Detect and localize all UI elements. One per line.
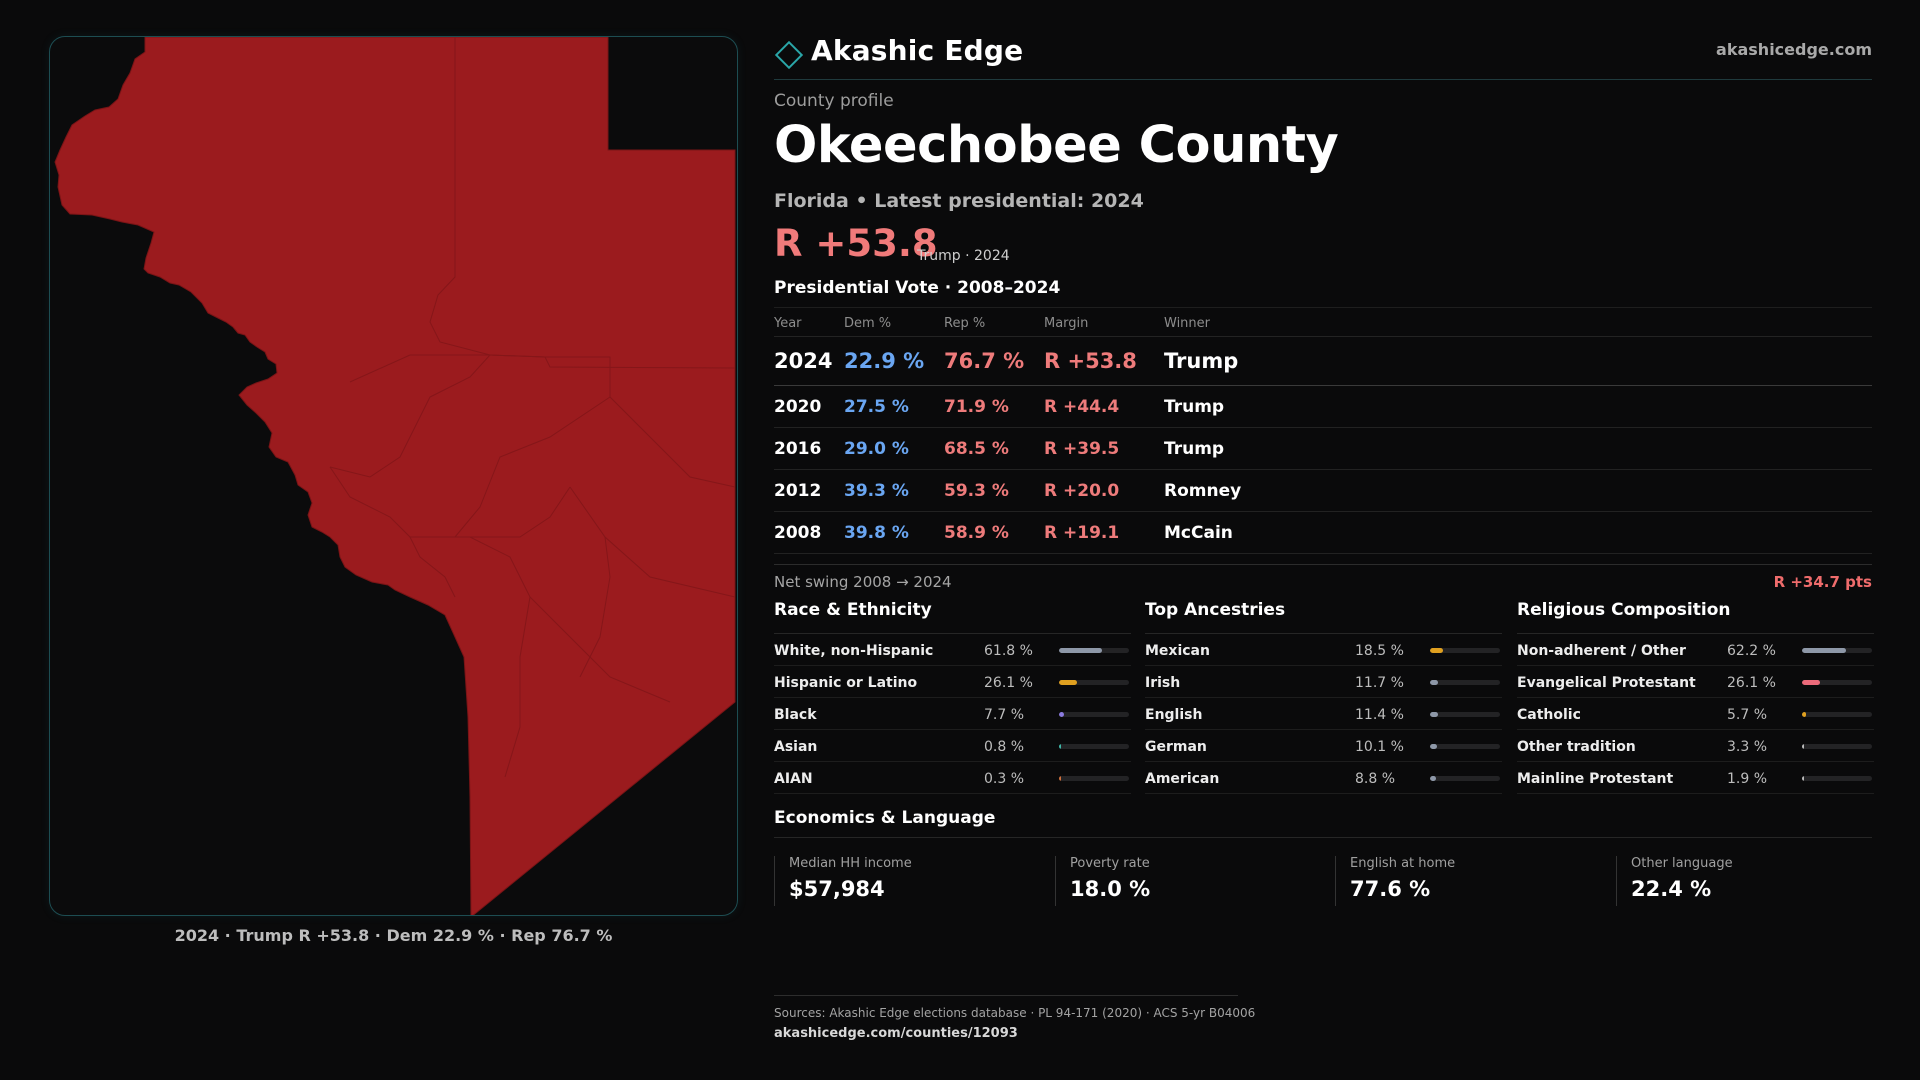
page-title: Okeechobee County	[774, 116, 1339, 175]
econ-value: 22.4 %	[1631, 877, 1712, 901]
page-kicker: County profile	[774, 91, 894, 111]
cell-dem: 27.5 %	[844, 397, 909, 417]
table-row	[774, 512, 1872, 554]
cell-margin: R +39.5	[1044, 439, 1120, 459]
table-row	[774, 386, 1872, 428]
diamond-logo-icon	[774, 40, 804, 70]
cell-rep: 76.7 %	[944, 349, 1025, 373]
brand-header	[774, 30, 1872, 80]
econ-card-poverty	[1055, 856, 1315, 906]
stat-value: 0.3 %	[984, 771, 1025, 787]
stat-name: Asian	[774, 739, 818, 755]
stat-bar	[1059, 648, 1129, 653]
cell-year: 2024	[774, 349, 833, 373]
stat-bar	[1430, 744, 1500, 749]
stat-bar	[1802, 648, 1872, 653]
stat-bar	[1430, 712, 1500, 717]
stat-bar	[1802, 744, 1872, 749]
econ-value: 18.0 %	[1070, 877, 1151, 901]
stat-bar-fill	[1059, 776, 1061, 781]
stat-name: English	[1145, 707, 1203, 723]
headline-winner: Trump · 2024	[917, 248, 1010, 264]
cell-margin: R +53.8	[1044, 349, 1137, 373]
cell-winner: Romney	[1164, 481, 1242, 501]
col-header-winner: Winner	[1164, 316, 1211, 331]
county-map-svg	[50, 37, 738, 916]
stat-bar	[1059, 712, 1129, 717]
cell-year: 2008	[774, 523, 822, 543]
stat-bar-fill	[1430, 744, 1437, 749]
stat-name: White, non-Hispanic	[774, 643, 934, 659]
stat-name: AIAN	[774, 771, 813, 787]
stat-bar	[1802, 776, 1872, 781]
col-header-dem: Dem %	[844, 316, 892, 331]
religion-title: Religious Composition	[1517, 600, 1874, 634]
list-item	[1145, 762, 1502, 794]
stat-bar-fill	[1430, 648, 1443, 653]
cell-year: 2020	[774, 397, 822, 417]
stat-name: Other tradition	[1517, 739, 1636, 755]
list-item	[774, 698, 1131, 730]
list-item	[774, 730, 1131, 762]
stat-value: 10.1 %	[1355, 739, 1404, 755]
cell-dem: 39.8 %	[844, 523, 909, 543]
net-swing-value: R +34.7 pts	[1773, 573, 1872, 591]
religion-section	[1517, 600, 1874, 794]
stat-bar-fill	[1430, 712, 1438, 717]
cell-margin: R +19.1	[1044, 523, 1120, 543]
stat-bar	[1059, 744, 1129, 749]
stat-name: Catholic	[1517, 707, 1581, 723]
stat-name: Mainline Protestant	[1517, 771, 1674, 787]
stat-bar-fill	[1802, 776, 1804, 781]
stat-value: 18.5 %	[1355, 643, 1404, 659]
stat-bar	[1430, 680, 1500, 685]
stat-value: 11.7 %	[1355, 675, 1404, 691]
cell-winner: McCain	[1164, 523, 1233, 543]
stat-name: American	[1145, 771, 1220, 787]
cell-winner: Trump	[1164, 349, 1239, 373]
ancestry-title: Top Ancestries	[1145, 600, 1502, 634]
vote-table	[774, 307, 1872, 554]
econ-label: Poverty rate	[1070, 856, 1150, 871]
cell-margin: R +20.0	[1044, 481, 1120, 501]
stat-bar-fill	[1430, 680, 1438, 685]
list-item	[774, 762, 1131, 794]
county-map[interactable]	[49, 36, 738, 916]
stat-value: 61.8 %	[984, 643, 1033, 659]
race-title: Race & Ethnicity	[774, 600, 1131, 634]
stat-value: 1.9 %	[1727, 771, 1768, 787]
list-item	[1517, 762, 1874, 794]
stat-name: Irish	[1145, 675, 1181, 691]
econ-label: English at home	[1350, 856, 1456, 871]
stat-value: 26.1 %	[1727, 675, 1776, 691]
col-header-rep: Rep %	[944, 316, 986, 331]
net-swing	[774, 564, 1872, 590]
brand-name[interactable]: Akashic Edge	[811, 34, 1024, 67]
cell-dem: 29.0 %	[844, 439, 909, 459]
stat-value: 62.2 %	[1727, 643, 1776, 659]
stat-bar-fill	[1059, 744, 1061, 749]
list-item	[774, 634, 1131, 666]
stat-value: 5.7 %	[1727, 707, 1768, 723]
econ-card-english	[1335, 856, 1595, 906]
stat-value: 8.8 %	[1355, 771, 1396, 787]
stat-bar	[1430, 776, 1500, 781]
list-item	[1517, 698, 1874, 730]
economics-title: Economics & Language	[774, 808, 1872, 838]
cell-dem: 39.3 %	[844, 481, 909, 501]
cell-rep: 58.9 %	[944, 523, 1009, 543]
stat-bar-fill	[1059, 712, 1064, 717]
stat-bar-fill	[1059, 680, 1077, 685]
stat-bar	[1059, 680, 1129, 685]
stat-value: 7.7 %	[984, 707, 1025, 723]
footer-sources: Sources: Akashic Edge elections database · PL 94-171 (2020) · ACS 5-yr B04006	[774, 1006, 1256, 1020]
econ-label: Median HH income	[789, 856, 912, 871]
stat-name: Mexican	[1145, 643, 1210, 659]
stat-value: 26.1 %	[984, 675, 1033, 691]
cell-winner: Trump	[1164, 439, 1225, 459]
stat-bar	[1430, 648, 1500, 653]
stat-name: Non-adherent / Other	[1517, 643, 1686, 659]
stat-name: Black	[774, 707, 817, 723]
brand-url-link[interactable]: akashicedge.com	[1716, 40, 1872, 59]
table-row	[774, 337, 1872, 386]
stat-value: 0.8 %	[984, 739, 1025, 755]
list-item	[1145, 698, 1502, 730]
col-header-margin: Margin	[1044, 316, 1089, 331]
stat-bar-fill	[1059, 648, 1102, 653]
stat-value: 11.4 %	[1355, 707, 1404, 723]
vote-table-header	[774, 307, 1872, 337]
cell-rep: 68.5 %	[944, 439, 1009, 459]
ancestry-section	[1145, 600, 1502, 794]
cell-rep: 59.3 %	[944, 481, 1009, 501]
stat-value: 3.3 %	[1727, 739, 1768, 755]
list-item	[1517, 730, 1874, 762]
footer-url-link[interactable]: akashicedge.com/counties/12093	[774, 1026, 1018, 1041]
page-subtitle: Florida • Latest presidential: 2024	[774, 190, 1144, 212]
list-item	[1517, 666, 1874, 698]
cell-year: 2016	[774, 439, 822, 459]
econ-label: Other language	[1631, 856, 1733, 871]
vote-table-title: Presidential Vote · 2008–2024	[774, 278, 1061, 298]
list-item	[1145, 634, 1502, 666]
list-item	[1145, 730, 1502, 762]
list-item	[1145, 666, 1502, 698]
stat-bar-fill	[1430, 776, 1436, 781]
econ-card-other-language	[1616, 856, 1876, 906]
race-section	[774, 600, 1131, 794]
table-row	[774, 470, 1872, 512]
table-row	[774, 428, 1872, 470]
col-header-year: Year	[774, 316, 802, 331]
cell-rep: 71.9 %	[944, 397, 1009, 417]
map-caption: 2024 · Trump R +53.8 · Dem 22.9 % · Rep 76.7 %	[174, 926, 613, 945]
county-shape[interactable]	[55, 37, 735, 916]
cell-winner: Trump	[1164, 397, 1225, 417]
cell-year: 2012	[774, 481, 822, 501]
stat-bar-fill	[1802, 680, 1820, 685]
list-item	[774, 666, 1131, 698]
cell-dem: 22.9 %	[844, 349, 925, 373]
stat-name: Evangelical Protestant	[1517, 675, 1696, 691]
econ-card-income	[774, 856, 1034, 906]
list-item	[1517, 634, 1874, 666]
stat-bar	[1059, 776, 1129, 781]
stat-bar-fill	[1802, 648, 1846, 653]
stat-bar-fill	[1802, 744, 1804, 749]
econ-value: 77.6 %	[1350, 877, 1431, 901]
stat-name: Hispanic or Latino	[774, 675, 918, 691]
stat-name: German	[1145, 739, 1207, 755]
stat-bar-fill	[1802, 712, 1806, 717]
cell-margin: R +44.4	[1044, 397, 1120, 417]
net-swing-label: Net swing 2008 → 2024	[774, 573, 952, 591]
stat-bar	[1802, 712, 1872, 717]
stat-bar	[1802, 680, 1872, 685]
econ-value: $57,984	[789, 877, 885, 901]
footer	[774, 995, 1256, 1041]
headline-margin: R +53.8	[774, 222, 938, 265]
